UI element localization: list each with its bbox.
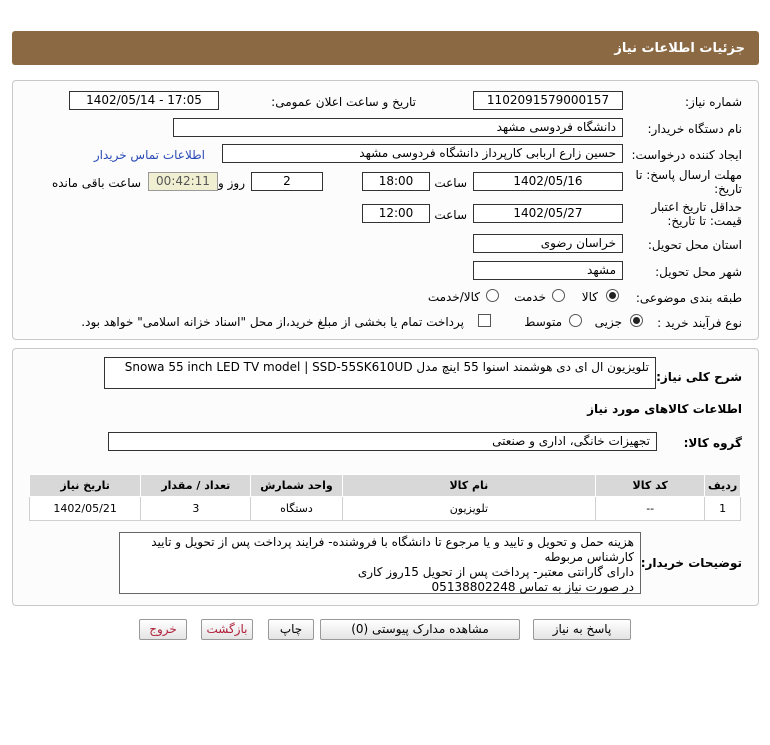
process-radio-minor[interactable] <box>630 314 643 327</box>
cell-unit: دستگاه <box>251 497 342 521</box>
view-attachments-button[interactable]: مشاهده مدارک پیوستی (0) <box>320 619 520 640</box>
group-field: تجهیزات خانگی، اداری و صنعتی <box>108 432 657 451</box>
exit-button[interactable]: خروج <box>139 619 187 640</box>
days-label: روز و <box>218 176 245 190</box>
need-number-field: 1102091579000157 <box>473 91 623 110</box>
items-section-title: اطلاعات کالاهای مورد نیاز <box>587 402 742 416</box>
city-label: شهر محل تحویل: <box>655 265 742 279</box>
validity-date-field: 1402/05/27 <box>473 204 623 223</box>
province-label: استان محل تحویل: <box>647 238 742 252</box>
category-radio-goods[interactable] <box>606 289 619 302</box>
need-number-label: شماره نیاز: <box>685 95 742 109</box>
treasury-payment-note: پرداخت تمام یا بخشی از مبلغ خرید،از محل "اسناد خزانه اسلامی" خواهد بود. <box>81 315 464 329</box>
category-option-goods: کالا <box>581 290 598 304</box>
summary-label: شرح کلی نیاز: <box>656 370 742 384</box>
reply-button[interactable]: پاسخ به نیاز <box>533 619 631 640</box>
print-button[interactable]: چاپ <box>268 619 314 640</box>
buyer-org-label: نام دستگاه خریدار: <box>647 122 742 136</box>
remaining-timer: 00:42:11 <box>148 172 218 191</box>
category-option-goods-service: کالا/خدمت <box>427 290 480 304</box>
page-title: جزئیات اطلاعات نیاز <box>614 41 745 56</box>
creator-field: حسین زارع اربابی کارپرداز دانشگاه فردوسی مشهد <box>222 144 623 163</box>
validity-time-label: ساعت <box>434 208 467 222</box>
days-field: 2 <box>251 172 323 191</box>
buyer-note-line: دارای گارانتی معتبر- پرداخت پس از تحویل 15روز کاری <box>357 565 634 579</box>
process-option-minor: جزیی <box>594 315 622 329</box>
buyer-note-line: در صورت نیاز به تماس 05138802248 <box>431 580 634 594</box>
back-button[interactable]: بازگشت <box>201 619 253 640</box>
col-header-code: کد کالا <box>596 475 705 497</box>
validity-time-field: 12:00 <box>362 204 430 223</box>
col-header-name: نام کالا <box>342 475 596 497</box>
buyer-notes-box <box>119 532 641 594</box>
remaining-label: ساعت باقی مانده <box>51 176 141 190</box>
items-table <box>29 474 741 521</box>
deadline-date-field: 1402/05/16 <box>473 172 623 191</box>
col-header-row-num: ردیف <box>705 475 741 497</box>
announce-field: 1402/05/14 - 17:05 <box>69 91 219 110</box>
category-radio-goods-service[interactable] <box>486 289 499 302</box>
announce-label: تاریخ و ساعت اعلان عمومی: <box>271 95 416 109</box>
province-field: خراسان رضوی <box>473 234 623 253</box>
deadline-time-label: ساعت <box>434 176 467 190</box>
category-option-service: خدمت <box>514 290 546 304</box>
process-option-medium: متوسط <box>524 315 562 329</box>
summary-field: تلویزیون ال ای دی هوشمند اسنوا 55 اینچ مدل Snowa 55 inch LED TV model | SSD-55SK610UD <box>104 357 656 389</box>
table-header-row <box>30 475 741 497</box>
cell-name: تلویزیون <box>342 497 596 521</box>
validity-label: حداقل تاریخ اعتبار قیمت: تا تاریخ: <box>651 200 742 228</box>
col-header-date: تاریخ نیاز <box>30 475 141 497</box>
page-header <box>12 31 759 65</box>
buyer-org-field: دانشگاه فردوسی مشهد <box>173 118 623 137</box>
col-header-quantity: تعداد / مقدار <box>141 475 251 497</box>
treasury-payment-checkbox[interactable] <box>478 314 491 327</box>
buyer-note-line: کارشناس مربوطه <box>544 550 634 564</box>
col-header-unit: واحد شمارش <box>251 475 342 497</box>
deadline-label: مهلت ارسال پاسخ: تا تاریخ: <box>635 168 742 196</box>
buyer-contact-link[interactable]: اطلاعات تماس خریدار <box>93 148 205 162</box>
group-label: گروه کالا: <box>683 436 742 450</box>
creator-label: ایجاد کننده درخواست: <box>631 148 742 162</box>
table-row[interactable] <box>30 497 741 521</box>
city-field: مشهد <box>473 261 623 280</box>
cell-code: -- <box>596 497 705 521</box>
deadline-time-field: 18:00 <box>362 172 430 191</box>
category-label: طبقه بندی موضوعی: <box>635 291 742 305</box>
cell-row-num: 1 <box>705 497 741 521</box>
buyer-notes-label: توضیحات خریدار: <box>640 556 742 570</box>
cell-date: 1402/05/21 <box>30 497 141 521</box>
process-radio-medium[interactable] <box>569 314 582 327</box>
category-radio-service[interactable] <box>552 289 565 302</box>
cell-quantity: 3 <box>141 497 251 521</box>
process-label: نوع فرآیند خرید : <box>657 316 742 330</box>
buyer-note-line: هزینه حمل و تحویل و تایید و یا مرجوع تا دانشگاه با فروشنده- فرایند پرداخت پس از تحویل و تایید <box>151 535 634 549</box>
